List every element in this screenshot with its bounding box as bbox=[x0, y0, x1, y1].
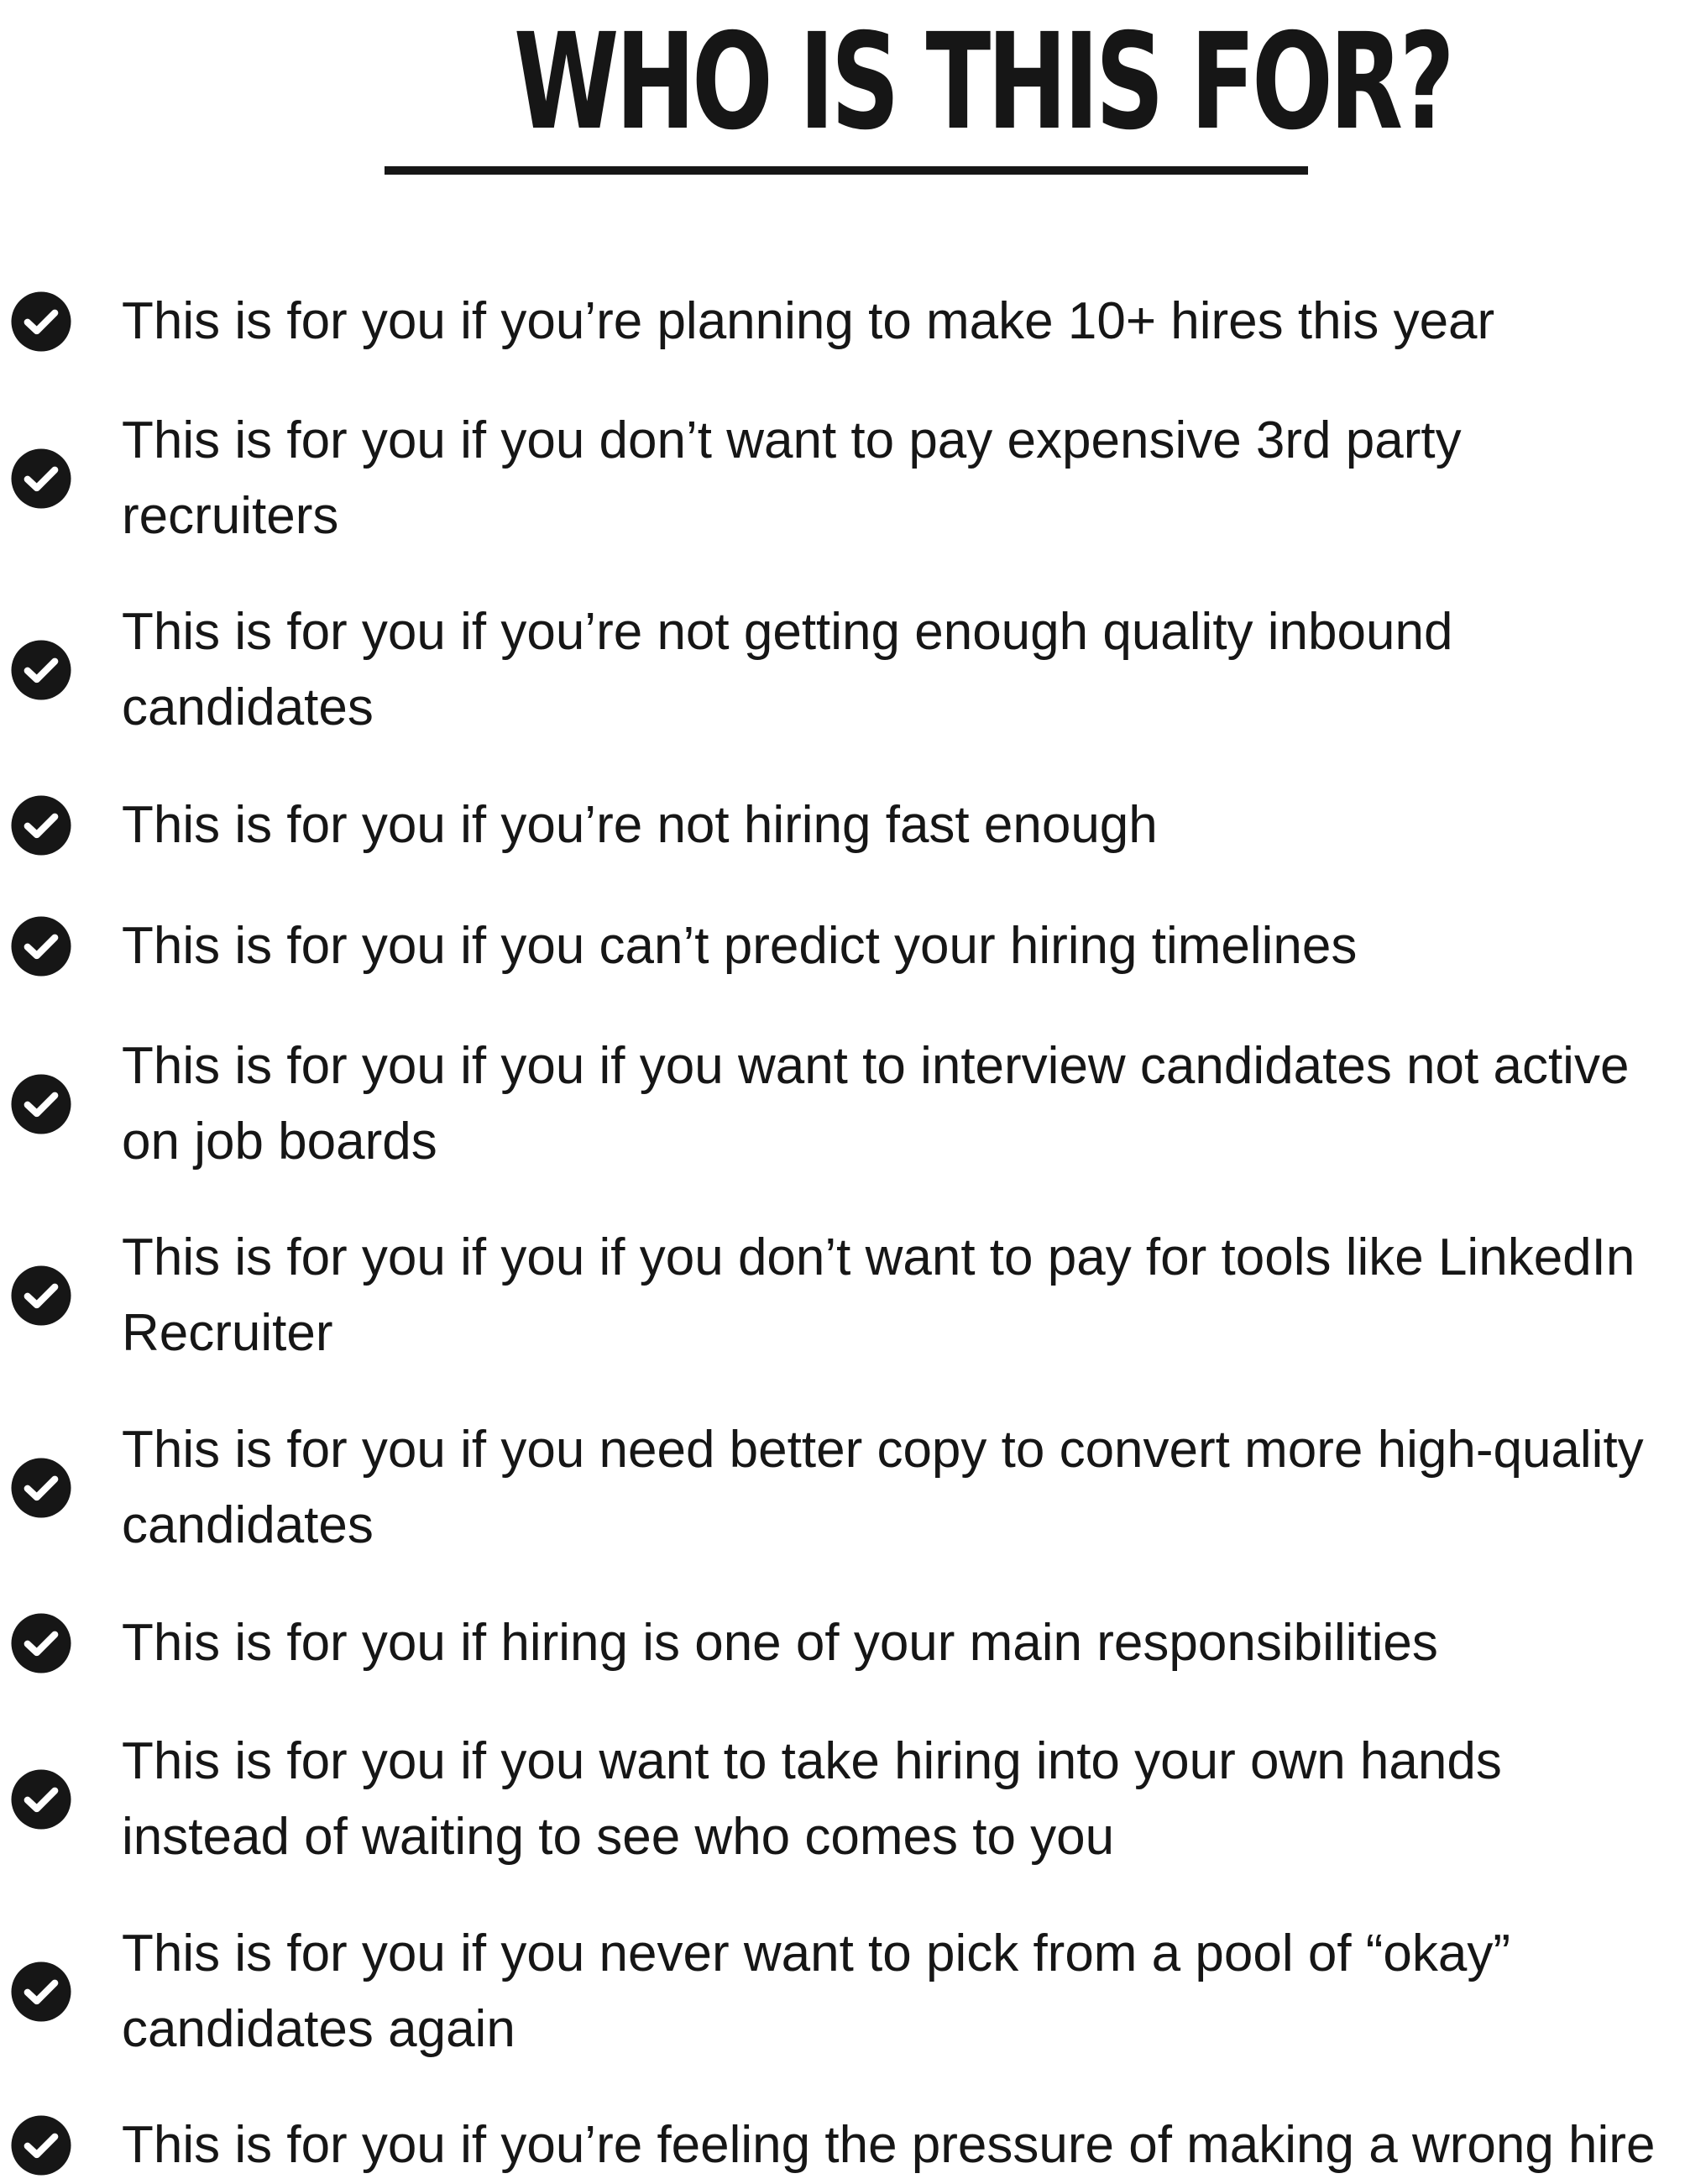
check-circle-icon bbox=[10, 1457, 72, 1519]
check-circle-icon bbox=[10, 1961, 72, 2023]
list-item-text: This is for you if hiring is one of your main responsibilities bbox=[122, 1614, 1438, 1672]
list-item-text: This is for you if you need better copy to convert more high-quality candidates bbox=[122, 1421, 1644, 1554]
list-item bbox=[0, 403, 1685, 554]
list-item-text: This is for you if you don’t want to pay expensive 3rd party recruiters bbox=[122, 411, 1462, 545]
list-item-text: This is for you if you’re not getting enough quality inbound candidates bbox=[122, 603, 1453, 736]
list-item-text: This is for you if you’re not hiring fast enough bbox=[122, 796, 1158, 854]
list-item-text: This is for you if you’re planning to make 10+ hires this year bbox=[122, 292, 1495, 350]
list-item-text: This is for you if you can’t predict your hiring timelines bbox=[122, 917, 1358, 975]
list-item-text: This is for you if you’re feeling the pressure of making a wrong hire bbox=[122, 2116, 1656, 2174]
page-title: WHO IS THIS FOR? bbox=[514, 5, 1452, 160]
list-item bbox=[0, 909, 1685, 984]
list-item bbox=[0, 1029, 1685, 1180]
list-item-text: This is for you if you want to take hiring into your own hands instead of waiting to see who comes to you bbox=[122, 1732, 1502, 1866]
list-item bbox=[0, 788, 1685, 863]
check-circle-icon bbox=[10, 448, 72, 510]
list-item bbox=[0, 284, 1685, 359]
list-item bbox=[0, 1412, 1685, 1563]
list-item-text: This is for you if you if you want to interview candidates not active on job boards bbox=[122, 1037, 1630, 1171]
list-item bbox=[0, 2108, 1685, 2183]
check-circle-icon bbox=[10, 639, 72, 701]
check-circle-icon bbox=[10, 291, 72, 353]
check-circle-icon bbox=[10, 1073, 72, 1135]
list-item bbox=[0, 1605, 1685, 1681]
list-item bbox=[0, 594, 1685, 746]
check-circle-icon bbox=[10, 2114, 72, 2176]
list-item bbox=[0, 1916, 1685, 2067]
check-circle-icon bbox=[10, 1265, 72, 1327]
check-circle-icon bbox=[10, 794, 72, 856]
check-circle-icon bbox=[10, 1612, 72, 1674]
check-circle-icon bbox=[10, 1768, 72, 1830]
list-item-text: This is for you if you if you don’t want to pay for tools like LinkedIn Recruiter bbox=[122, 1228, 1635, 1362]
check-circle-icon bbox=[10, 915, 72, 977]
list-item bbox=[0, 1724, 1685, 1875]
list-item-text: This is for you if you never want to pick from a pool of “okay” candidates again bbox=[122, 1925, 1511, 2058]
list-item bbox=[0, 1220, 1685, 1371]
